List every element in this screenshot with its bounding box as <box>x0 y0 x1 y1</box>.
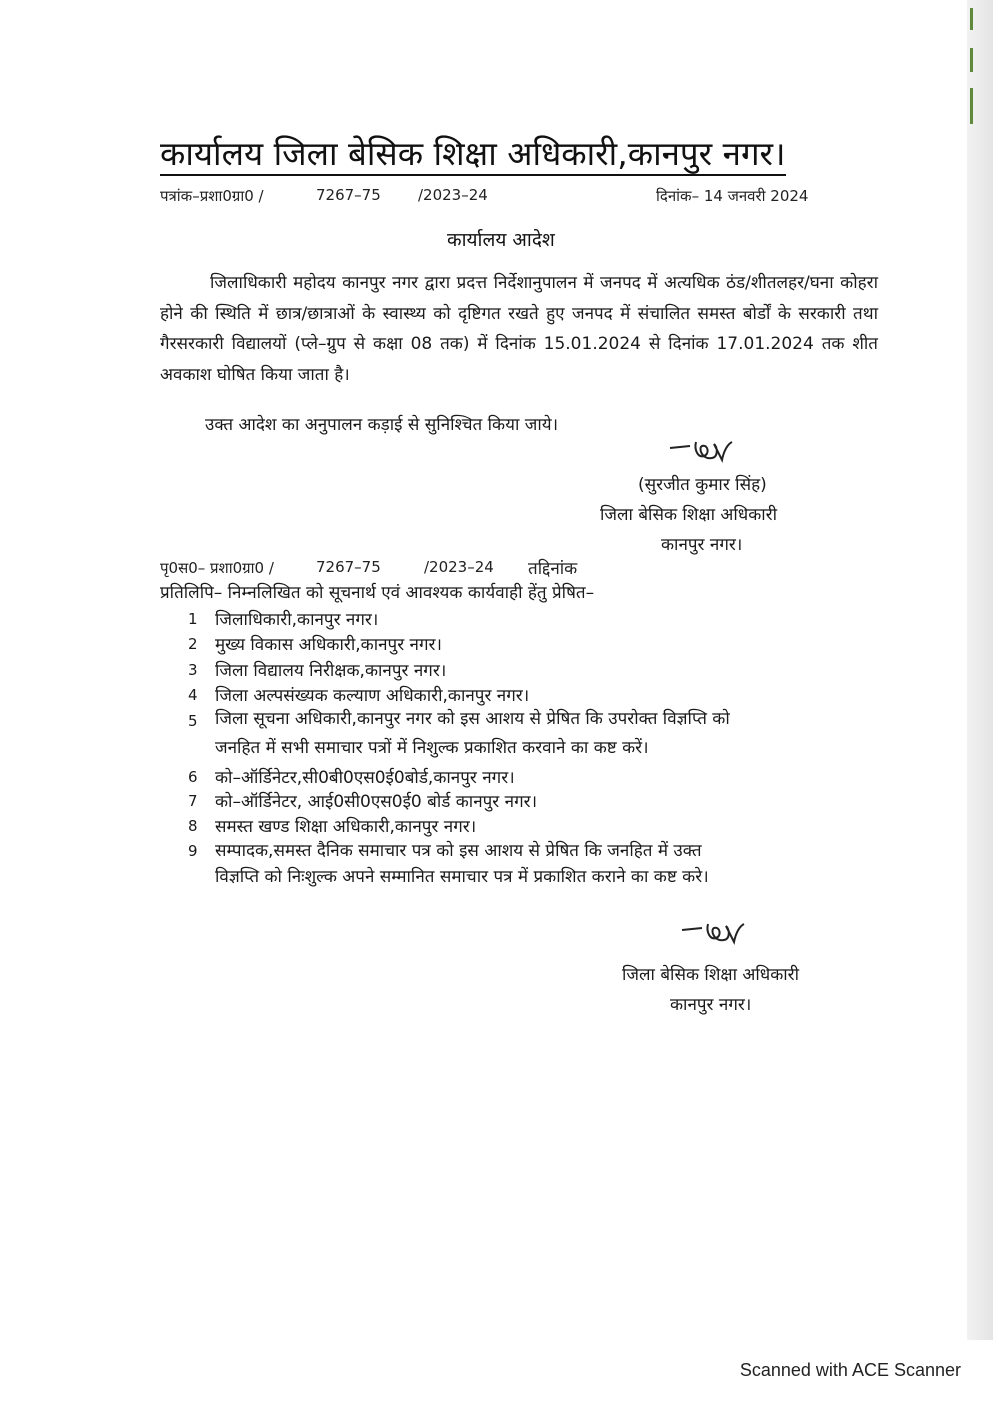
edge-mark <box>970 48 973 72</box>
signatory-name: (सुरजीत कुमार सिंह) <box>638 475 767 495</box>
list-item: जिला अल्पसंख्यक कल्याण अधिकारी,कानपुर नगर। <box>215 686 530 706</box>
list-item: को–ऑर्डिनेटर,सी0बी0एस0ई0बोर्ड,कानपुर नगर। <box>215 768 515 788</box>
list-item: को–ऑर्डिनेटर, आई0सी0एस0ई0 बोर्ड कानपुर नगर। <box>215 792 538 812</box>
list-item: समस्त खण्ड शिक्षा अधिकारी,कानपुर नगर। <box>215 817 477 837</box>
signatory-place: कानपुर नगर। <box>661 535 743 555</box>
edge-mark <box>970 88 973 124</box>
endorsement-ref-number: 7267–75 <box>316 558 381 576</box>
list-item: सम्पादक,समस्त दैनिक समाचार पत्र को इस आशय से प्रेषित कि जनहित में उक्त <box>215 841 702 861</box>
signature-mark <box>680 918 750 948</box>
signatory-place: कानपुर नगर। <box>670 995 752 1015</box>
list-item: जिलाधिकारी,कानपुर नगर। <box>215 610 379 630</box>
copy-to-line: प्रतिलिपि– निम्नलिखित को सूचनार्थ एवं आवश्यक कार्यवाही हेंतु प्रेषित– <box>160 583 595 603</box>
order-paragraph: जिलाधिकारी महोदय कानपुर नगर द्वारा प्रदत्त निर्देशानुपालन में जनपद में अत्यधिक ठंड/शीतलहर/घना कोहरा होने की स्थिति में छात्र/छात्राओं के स्वास्थ्य को दृष्टिगत रखते हुए जनपद में संचालित समस्त बोर्डों के सरकारी तथा गैरसरकारी विद्यालयों (प्ले–ग्रुप से कक्षा 08 तक) में दिनांक 15.01.2024 से दिनांक 17.01.2024 तक शीत अवकाश घोषित किया जाता है। <box>160 273 878 385</box>
list-item-number: 4 <box>188 686 198 704</box>
endorsement-ref-year: /2023–24 <box>424 558 494 576</box>
patrank-year: /2023–24 <box>418 186 488 204</box>
patrank-number: 7267–75 <box>316 186 381 204</box>
list-item-continuation: जनहित में सभी समाचार पत्रों में निशुल्क प्रकाशित करवाने का कष्ट करें। <box>215 738 649 758</box>
list-item-number: 6 <box>188 768 198 786</box>
compliance-paragraph: उक्त आदेश का अनुपालन कड़ाई से सुनिश्चित किया जाये। <box>205 415 559 435</box>
signatory-designation: जिला बेसिक शिक्षा अधिकारी <box>600 505 778 525</box>
edge-mark <box>970 8 973 30</box>
list-item-continuation: विज्ञप्ति को निःशुल्क अपने सम्मानित समाचार पत्र में प्रकाशित कराने का कष्ट करे। <box>215 867 709 887</box>
order-heading: कार्यालय आदेश <box>447 229 555 251</box>
list-item: जिला सूचना अधिकारी,कानपुर नगर को इस आशय से प्रेषित कि उपरोक्त विज्ञप्ति को <box>215 709 730 729</box>
signatory-designation: जिला बेसिक शिक्षा अधिकारी <box>622 965 800 985</box>
scanner-watermark: Scanned with ACE Scanner <box>739 1360 961 1380</box>
list-item-number: 5 <box>188 712 198 730</box>
patrank-label: पत्रांक–प्रशा0ग्रा0 / <box>160 187 264 205</box>
list-item-number: 9 <box>188 842 198 860</box>
order-date: दिनांक– 14 जनवरी 2024 <box>656 187 809 205</box>
office-title: कार्यालय जिला बेसिक शिक्षा अधिकारी,कानपुर नगर। <box>160 134 786 176</box>
signature-mark <box>668 436 738 466</box>
list-item-number: 1 <box>188 610 198 628</box>
endorsement-ref-date: तद्दिनांक <box>528 559 578 579</box>
endorsement-ref-label: पृ0स0– प्रशा0ग्रा0 / <box>160 559 274 577</box>
list-item-number: 7 <box>188 792 198 810</box>
list-item-number: 2 <box>188 635 198 653</box>
list-item-number: 8 <box>188 817 198 835</box>
page-right-edge <box>967 0 993 1360</box>
list-item: जिला विद्यालय निरीक्षक,कानपुर नगर। <box>215 661 447 681</box>
list-item-number: 3 <box>188 661 198 679</box>
list-item: मुख्य विकास अधिकारी,कानपुर नगर। <box>215 635 442 655</box>
